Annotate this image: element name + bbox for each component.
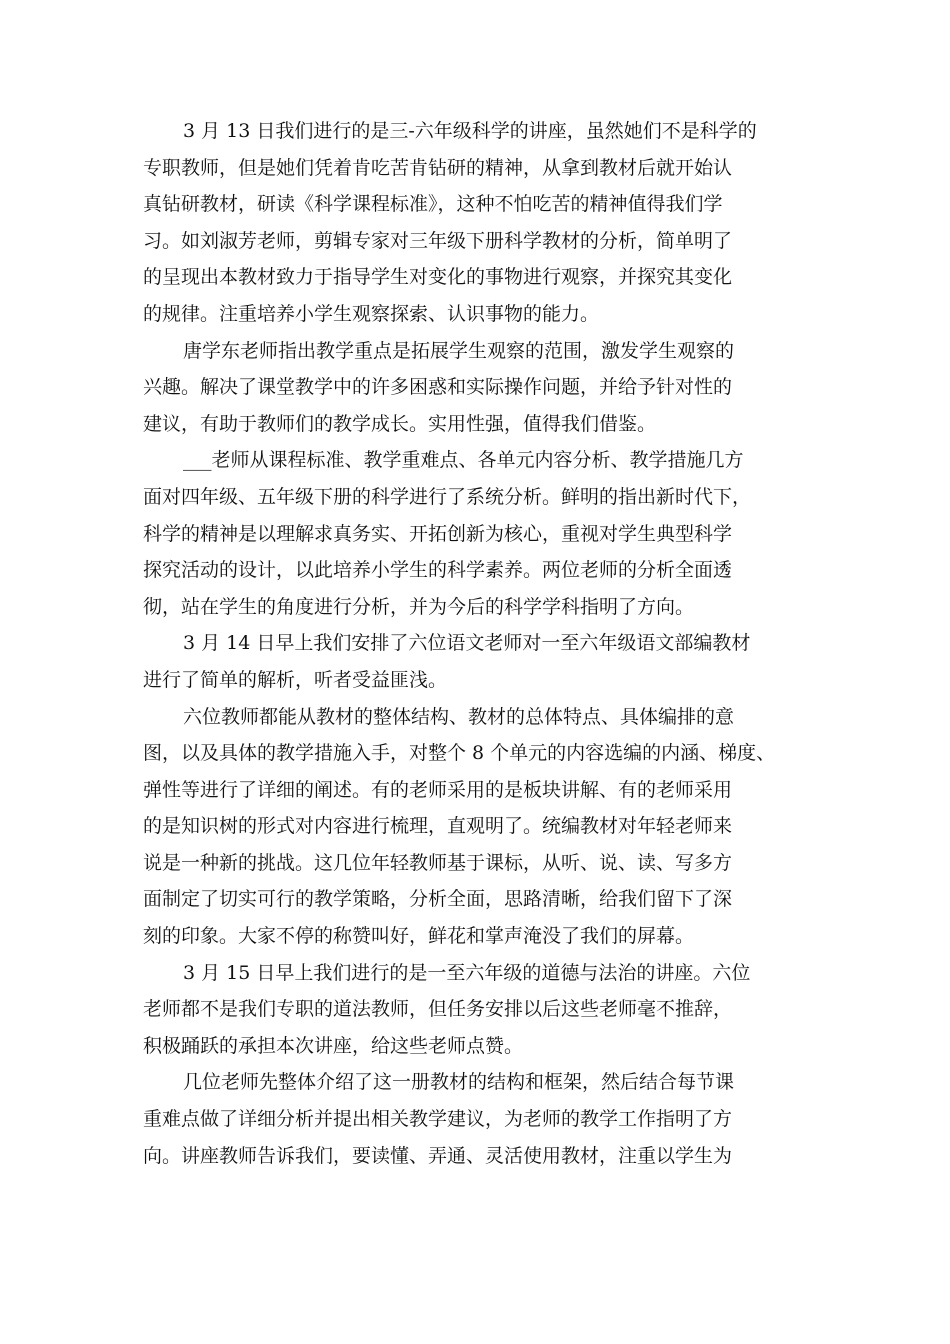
paragraph-textbook-structure — [143, 1064, 843, 1174]
paragraph-science-analysis — [143, 442, 843, 625]
text-line: 面对四年级、五年级下册的科学进行了系统分析。鲜明的指出新时代下， — [143, 485, 752, 508]
text-line: 习。如刘淑芳老师，剪辑专家对三年级下册科学教材的分析，简单明了 — [143, 229, 733, 252]
text-line: 重难点做了详细分析并提出相关教学建议，为老师的教学工作指明了方 — [143, 1108, 733, 1131]
text-line: 兴趣。解决了课堂教学中的许多困惑和实际操作问题，并给予针对性的 — [143, 376, 733, 399]
paragraph-chinese-lecture — [143, 625, 843, 698]
text-line: 六位教师都能从教材的整体结构、教材的总体特点、具体编排的意 — [183, 705, 735, 728]
text-line: 说是一种新的挑战。这几位年轻教师基于课标，从听、说、读、写多方 — [143, 851, 733, 874]
text-line: 老师都不是我们专职的道法教师，但任务安排以后这些老师毫不推辞， — [143, 998, 733, 1021]
text-line: 科学的精神是以理解求真务实、开拓创新为核心，重视对学生典型科学 — [143, 522, 733, 545]
text-line: 积极踊跃的承担本次讲座，给这些老师点赞。 — [143, 1034, 524, 1057]
text-line: 彻，站在学生的角度进行分析，并为今后的科学学科指明了方向。 — [143, 595, 695, 618]
text-line: 面制定了切实可行的教学策略，分析全面，思路清晰，给我们留下了深 — [143, 888, 733, 911]
text-line: 弹性等进行了详细的阐述。有的老师采用的是板块讲解、有的老师采用 — [143, 778, 733, 801]
text-line: 的是知识树的形式对内容进行梳理，直观明了。统编教材对年轻老师来 — [143, 815, 733, 838]
text-line: 几位老师先整体介绍了这一册教材的结构和框架，然后结合每节课 — [183, 1071, 735, 1094]
text-line: 建议，有助于教师们的教学成长。实用性强，值得我们借鉴。 — [143, 412, 657, 435]
text-line: 唐学东老师指出教学重点是拓展学生观察的范围，激发学生观察的 — [183, 339, 735, 362]
paragraph-tang-xuedong — [143, 333, 843, 443]
text-line: 向。讲座教师告诉我们，要读懂、弄通、灵活使用教材，注重以学生为 — [143, 1144, 733, 1167]
text-line: 的呈现出本教材致力于指导学生对变化的事物进行观察，并探究其变化 — [143, 266, 733, 289]
text-line: 真钻研教材，研读《科学课程标准》，这种不怕吃苦的精神值得我们学 — [143, 193, 723, 216]
paragraph-morality-lecture — [143, 955, 843, 1065]
text-line: 图，以及具体的教学措施入手，对整个 8 个单元的内容选编的内涵、梯度、 — [143, 742, 776, 765]
document-body — [143, 113, 843, 1174]
text-line: 3 月 13 日我们进行的是三-六年级科学的讲座，虽然她们不是科学的 — [183, 120, 757, 142]
text-line: 专职教师，但是她们凭着肯吃苦肯钻研的精神，从拿到教材后就开始认 — [143, 156, 733, 179]
text-line: ___老师从课程标准、教学重难点、各单元内容分析、教学措施几方 — [183, 449, 744, 472]
text-line: 3 月 14 日早上我们安排了六位语文老师对一至六年级语文部编教材 — [183, 632, 751, 655]
paragraph-science-lecture — [143, 113, 843, 333]
paragraph-six-teachers — [143, 699, 843, 955]
text-line: 探究活动的设计，以此培养小学生的科学素养。两位老师的分析全面透 — [143, 559, 733, 582]
text-line: 刻的印象。大家不停的称赞叫好，鲜花和掌声淹没了我们的屏幕。 — [143, 925, 695, 948]
text-line: 进行了简单的解析，听者受益匪浅。 — [143, 668, 448, 691]
text-line: 的规律。注重培养小学生观察探索、认识事物的能力。 — [143, 302, 600, 325]
text-line: 3 月 15 日早上我们进行的是一至六年级的道德与法治的讲座。六位 — [183, 961, 751, 984]
